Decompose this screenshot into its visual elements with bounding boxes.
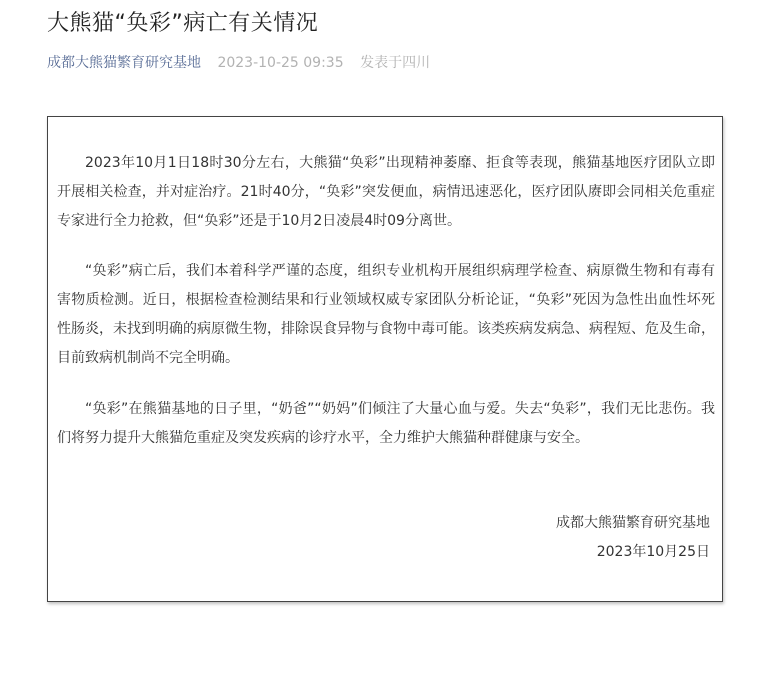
article-title: 大熊猫“奂彩”病亡有关情况 — [47, 11, 319, 36]
publish-location: 发表于四川 — [360, 55, 431, 71]
notice-date: 2023年10月25日 — [596, 544, 710, 560]
notice-image — [47, 116, 723, 602]
notice-signature: 成都大熊猫繁育研究基地 — [556, 515, 710, 531]
article-meta — [47, 53, 430, 73]
notice-paragraph-1: 2023年10月1日18时30分左右，大熊猫“奂彩”出现精神萎靡、拒食等表现，熊猫基地医疗团队立即开展相关检查，并对症治疗。21时40分，“奂彩”突发便血，病情迅速恶化，医疗团队赓即会同相关危重症专家进行全力抢救，但“奂彩”还是于10月2日凌晨4时09分离世。 — [57, 155, 715, 229]
notice-paragraph-2: “奂彩”病亡后，我们本着科学严谨的态度，组织专业机构开展组织病理学检查、病原微生物和有毒有害物质检测。近日，根据检查检测结果和行业领域权威专家团队分析论证，“奂彩”死因为急性出血性坏死性肠炎，未找到明确的病原微生物，排除误食异物与食物中毒可能。该类疾病发病急、病程短、危及生命，目前致病机制尚不完全明确。 — [57, 263, 715, 366]
notice-paragraph-3: “奂彩”在熊猫基地的日子里，“奶爸”“奶妈”们倾注了大量心血与爱。失去“奂彩”，我们无比悲伤。我们将努力提升大熊猫危重症及突发疾病的诊疗水平，全力维护大熊猫种群健康与安全。 — [57, 401, 715, 446]
author-link[interactable]: 成都大熊猫繁育研究基地 — [47, 55, 201, 71]
publish-time: 2023-10-25 09:35 — [217, 55, 344, 71]
